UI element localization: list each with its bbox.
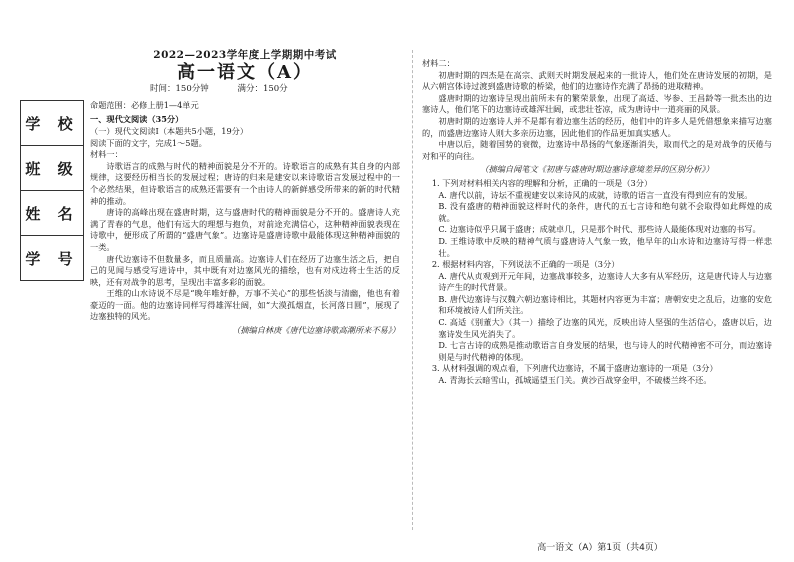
field-id: 学 号 — [25, 249, 79, 268]
exam-title: 2022—2023学年度上学期期中考试 — [153, 49, 337, 61]
paragraph: 唐代边塞诗不但数量多，而且质量高。边塞诗人们在经历了边塞生活之后，把自己的见闻与感受写进诗中，其中既有对边塞风光的描绘，也有对戍边将士生活的反映，还有对战争的思考，呈现出丰富多彩的面貌。 — [90, 253, 400, 287]
option: D. 七言古诗的成熟是推动歌语言自身发展的结果，也与诗人的时代精神密不可分，而边塞诗则是与时代精神的体现。 — [438, 340, 772, 362]
column-divider — [412, 50, 413, 530]
option: C. 高适《别董大》（其一）描绘了边塞的风光，反映出诗人坚强的生活信心，盛唐以后，边塞诗发生风光消失了。 — [438, 317, 772, 339]
exam-time: 时间：150分钟 — [150, 84, 209, 95]
exam-info — [150, 84, 400, 96]
field-school: 学 校 — [21, 101, 83, 146]
option: A. 青海长云暗雪山，孤城遥望玉门关。黄沙百战穿金甲，不破楼兰终不还。 — [438, 375, 712, 386]
right-column — [422, 58, 772, 387]
material-label: 材料一： — [90, 149, 123, 160]
paragraph: 盛唐时期的边塞诗呈现出前所未有的繁荣景象，出现了高适、岑参、王昌龄等一批杰出的边塞诗人，他们笔下的边塞诗或雄浑壮阔，或悲壮苍凉，成为唐诗中一道亮丽的风景。 — [422, 92, 772, 115]
paragraph: 唐诗的高峰出现在盛唐时期，这与盛唐时代的精神面貌是分不开的。盛唐诗人充满了青春的气息，他们有远大的理想与抱负，对前途充满信心，这种精神面貌表现在诗歌中，便形成了所谓的“盛唐气象”。边塞诗是盛唐诗歌中最能体现这种精神面貌的一类。 — [90, 207, 400, 252]
exam-score: 满分：150分 — [237, 84, 288, 95]
section-heading: 一、现代文阅读（35分） — [90, 114, 184, 125]
student-info-box — [20, 100, 84, 281]
field-name: 姓 名 — [21, 191, 83, 236]
option: D. 王维诗歌中反映的精神气质与盛唐诗人气象一致，他早年的山水诗和边塞诗写得一样悲壮。 — [438, 235, 772, 258]
field-class: 班 级 — [21, 146, 83, 191]
material-label: 材料二： — [422, 58, 455, 68]
source-citation: （摘编自林庚《唐代边塞诗歌高潮所来不易》） — [232, 325, 400, 336]
question-1: 1. 下列对材料相关内容的理解和分析，正确的一项是（3分） — [431, 177, 653, 188]
instruction: 阅读下面的文字，完成1～5题。 — [90, 137, 207, 148]
source-citation: （摘编自闻笔文《初唐与盛唐时期边塞诗意境差异的区别分析》） — [480, 164, 714, 175]
question-2: 2. 根据材料内容，下列说法不正确的一项是（3分） — [431, 259, 620, 270]
paragraph: 诗歌语言的成熟与时代的精神面貌是分不开的。诗歌语言的成熟有其自身的内部规律，这要经历相当长的发展过程；唐诗的归来是建安以来诗歌语言发展过程中的一个必然结果，但诗歌语言的成熟还需要有一个由诗人的新鲜感受所带来的新的时代精神的推动。 — [90, 160, 400, 206]
question-3: 3. 从材料强调的观点看，下列唐代边塞诗，不属于盛唐边塞诗的一项是（3分） — [431, 363, 718, 374]
option: A. 唐代从贞观到开元年间，边塞战事较多，边塞诗人大多有从军经历，这是唐代诗人与边塞诗产生的时代背景。 — [438, 270, 772, 293]
option: B. 唐代边塞诗与汉魏六朝边塞诗相比，其题材内容更为丰富；唐朝安史之乱后，边塞的安危和环境被诗人们所关注。 — [438, 293, 772, 316]
paragraph: 中唐以后，随着国势的衰微，边塞诗中昂扬的气象逐渐消失，取而代之的是对战争的厌倦与对和平的向往。 — [422, 139, 772, 161]
left-column — [90, 48, 400, 337]
paragraph: 初唐时期的四杰是在高宗、武则天时期发展起来的一批诗人，他们处在唐诗发展的初期，是从六朝宫体诗过渡到盛唐诗歌的桥梁，他们的边塞诗作充满了昂扬的进取精神。 — [422, 69, 772, 92]
paragraph: 王维的山水诗说不尽是“晚年唯好静，万事不关心”的那些恬淡与清幽，他也有着豪迈的一面。他的边塞诗同样写得雄浑壮阔，如“大漠孤烟直，长河落日圆”，展现了边塞独特的风光。 — [90, 288, 400, 322]
paragraph: 初唐时期的边塞诗人并不是都有着边塞生活的经历，他们中的许多人是凭借想象来描写边塞的，而盛唐边塞诗人则大多亲历边塞，因此他们的作品更加真实感人。 — [422, 115, 772, 138]
page-footer: 高一语文（A）第1页（共4页） — [537, 543, 663, 553]
option: A. 唐代以前，诗坛不重视建安以来诗风的成就，诗歌的语言一直没有得到应有的发展。 — [438, 189, 753, 200]
subsection-heading: （一）现代文阅读Ⅰ（本题共5小题，19分） — [90, 125, 249, 136]
option: C. 边塞诗似乎只属于盛唐；成就卓几，只是那个时代、那些诗人最能体现对边塞的书写。 — [438, 224, 761, 235]
option: B. 没有盛唐的精神面貌这样时代的条件，唐代的五七言诗和绝句就不会取得如此辉煌的成就。 — [438, 201, 772, 223]
subject-title: 高一语文（A） — [177, 61, 313, 83]
exam-scope: 命题范围：必修上册1—4单元 — [90, 99, 199, 110]
